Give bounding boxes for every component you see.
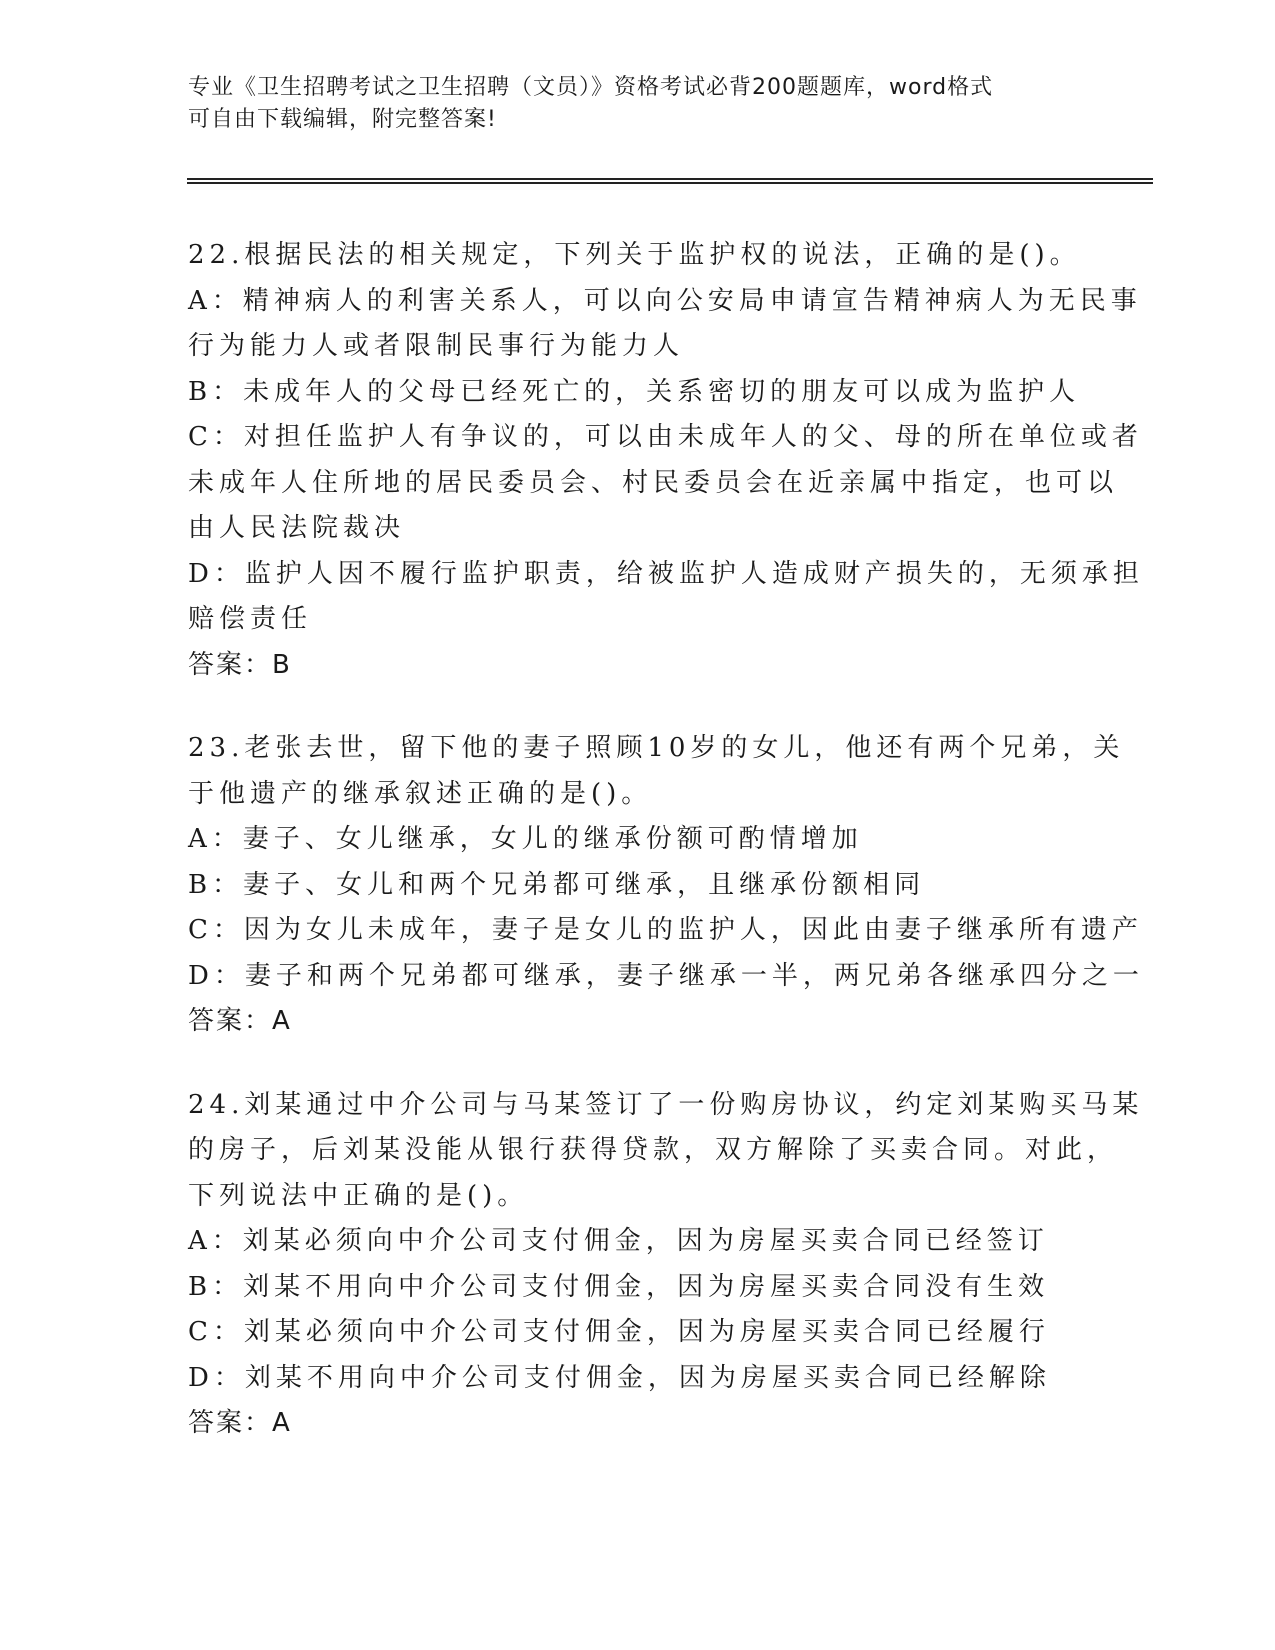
option-d: D：妻子和两个兄弟都可继承，妻子继承一半，两兄弟各继承四分之一	[188, 960, 1144, 991]
option-c-continued: 未成年人住所地的居民委员会、村民委员会在近亲属中指定，也可以	[188, 467, 1119, 498]
option-d-continued: 赔偿责任	[188, 604, 313, 634]
question-23	[188, 726, 1144, 1045]
question-stem-continued: 的房子，后刘某没能从银行获得贷款，双方解除了买卖合同。对此，	[188, 1135, 1119, 1165]
option-a-continued: 行为能力人或者限制民事行为能力人	[188, 331, 685, 361]
document-header	[188, 72, 1068, 136]
header-title-line-2: 可自由下载编辑，附完整答案!	[188, 107, 497, 132]
question-stem-continued: 于他遗产的继承叙述正确的是()。	[188, 778, 653, 809]
option-c: C：对担任监护人有争议的，可以由未成年人的父、母的所在单位或者	[188, 422, 1143, 452]
option-c: C：刘某必须向中介公司支付佣金，因为房屋买卖合同已经履行	[188, 1317, 1050, 1347]
option-b: B：未成年人的父母已经死亡的，关系密切的朋友可以成为监护人	[188, 376, 1081, 407]
question-stem: 22.根据民法的相关规定，下列关于监护权的说法，正确的是()。	[188, 240, 1081, 270]
option-a: A：精神病人的利害关系人，可以向公安局申请宣告精神病人为无民事	[188, 285, 1142, 316]
question-stem: 23.老张去世，留下他的妻子照顾10岁的女儿，他还有两个兄弟，关	[188, 733, 1125, 763]
option-a: A：妻子、女儿继承，女儿的继承份额可酌情增加	[188, 824, 863, 854]
header-title-line-1: 专业《卫生招聘考试之卫生招聘（文员）》资格考试必背200题题库，word格式	[188, 75, 994, 100]
option-c: C：因为女儿未成年，妻子是女儿的监护人，因此由妻子继承所有遗产	[188, 915, 1143, 945]
answer-label: 答案：B	[188, 649, 292, 680]
option-c-continued: 由人民法院裁决	[188, 513, 406, 543]
answer-label: 答案：A	[188, 1006, 292, 1036]
option-b: B：刘某不用向中介公司支付佣金，因为房屋买卖合同没有生效	[188, 1271, 1050, 1302]
question-24	[188, 1083, 1144, 1447]
option-d: D：监护人因不履行监护职责，给被监护人造成财产损失的，无须承担	[188, 558, 1144, 589]
option-b: B：妻子、女儿和两个兄弟都可继承，且继承份额相同	[188, 869, 926, 900]
question-22	[188, 233, 1144, 688]
option-d: D：刘某不用向中介公司支付佣金，因为房屋买卖合同已经解除	[188, 1362, 1051, 1393]
question-stem: 24.刘某通过中介公司与马某签订了一份购房协议，约定刘某购买马某	[188, 1089, 1144, 1120]
header-double-rule	[187, 178, 1153, 184]
question-stem-continued: 下列说法中正确的是()。	[188, 1180, 529, 1211]
answer-label: 答案：A	[188, 1408, 292, 1438]
option-a: A：刘某必须向中介公司支付佣金，因为房屋买卖合同已经签订	[188, 1226, 1049, 1256]
question-list	[188, 233, 1144, 1485]
